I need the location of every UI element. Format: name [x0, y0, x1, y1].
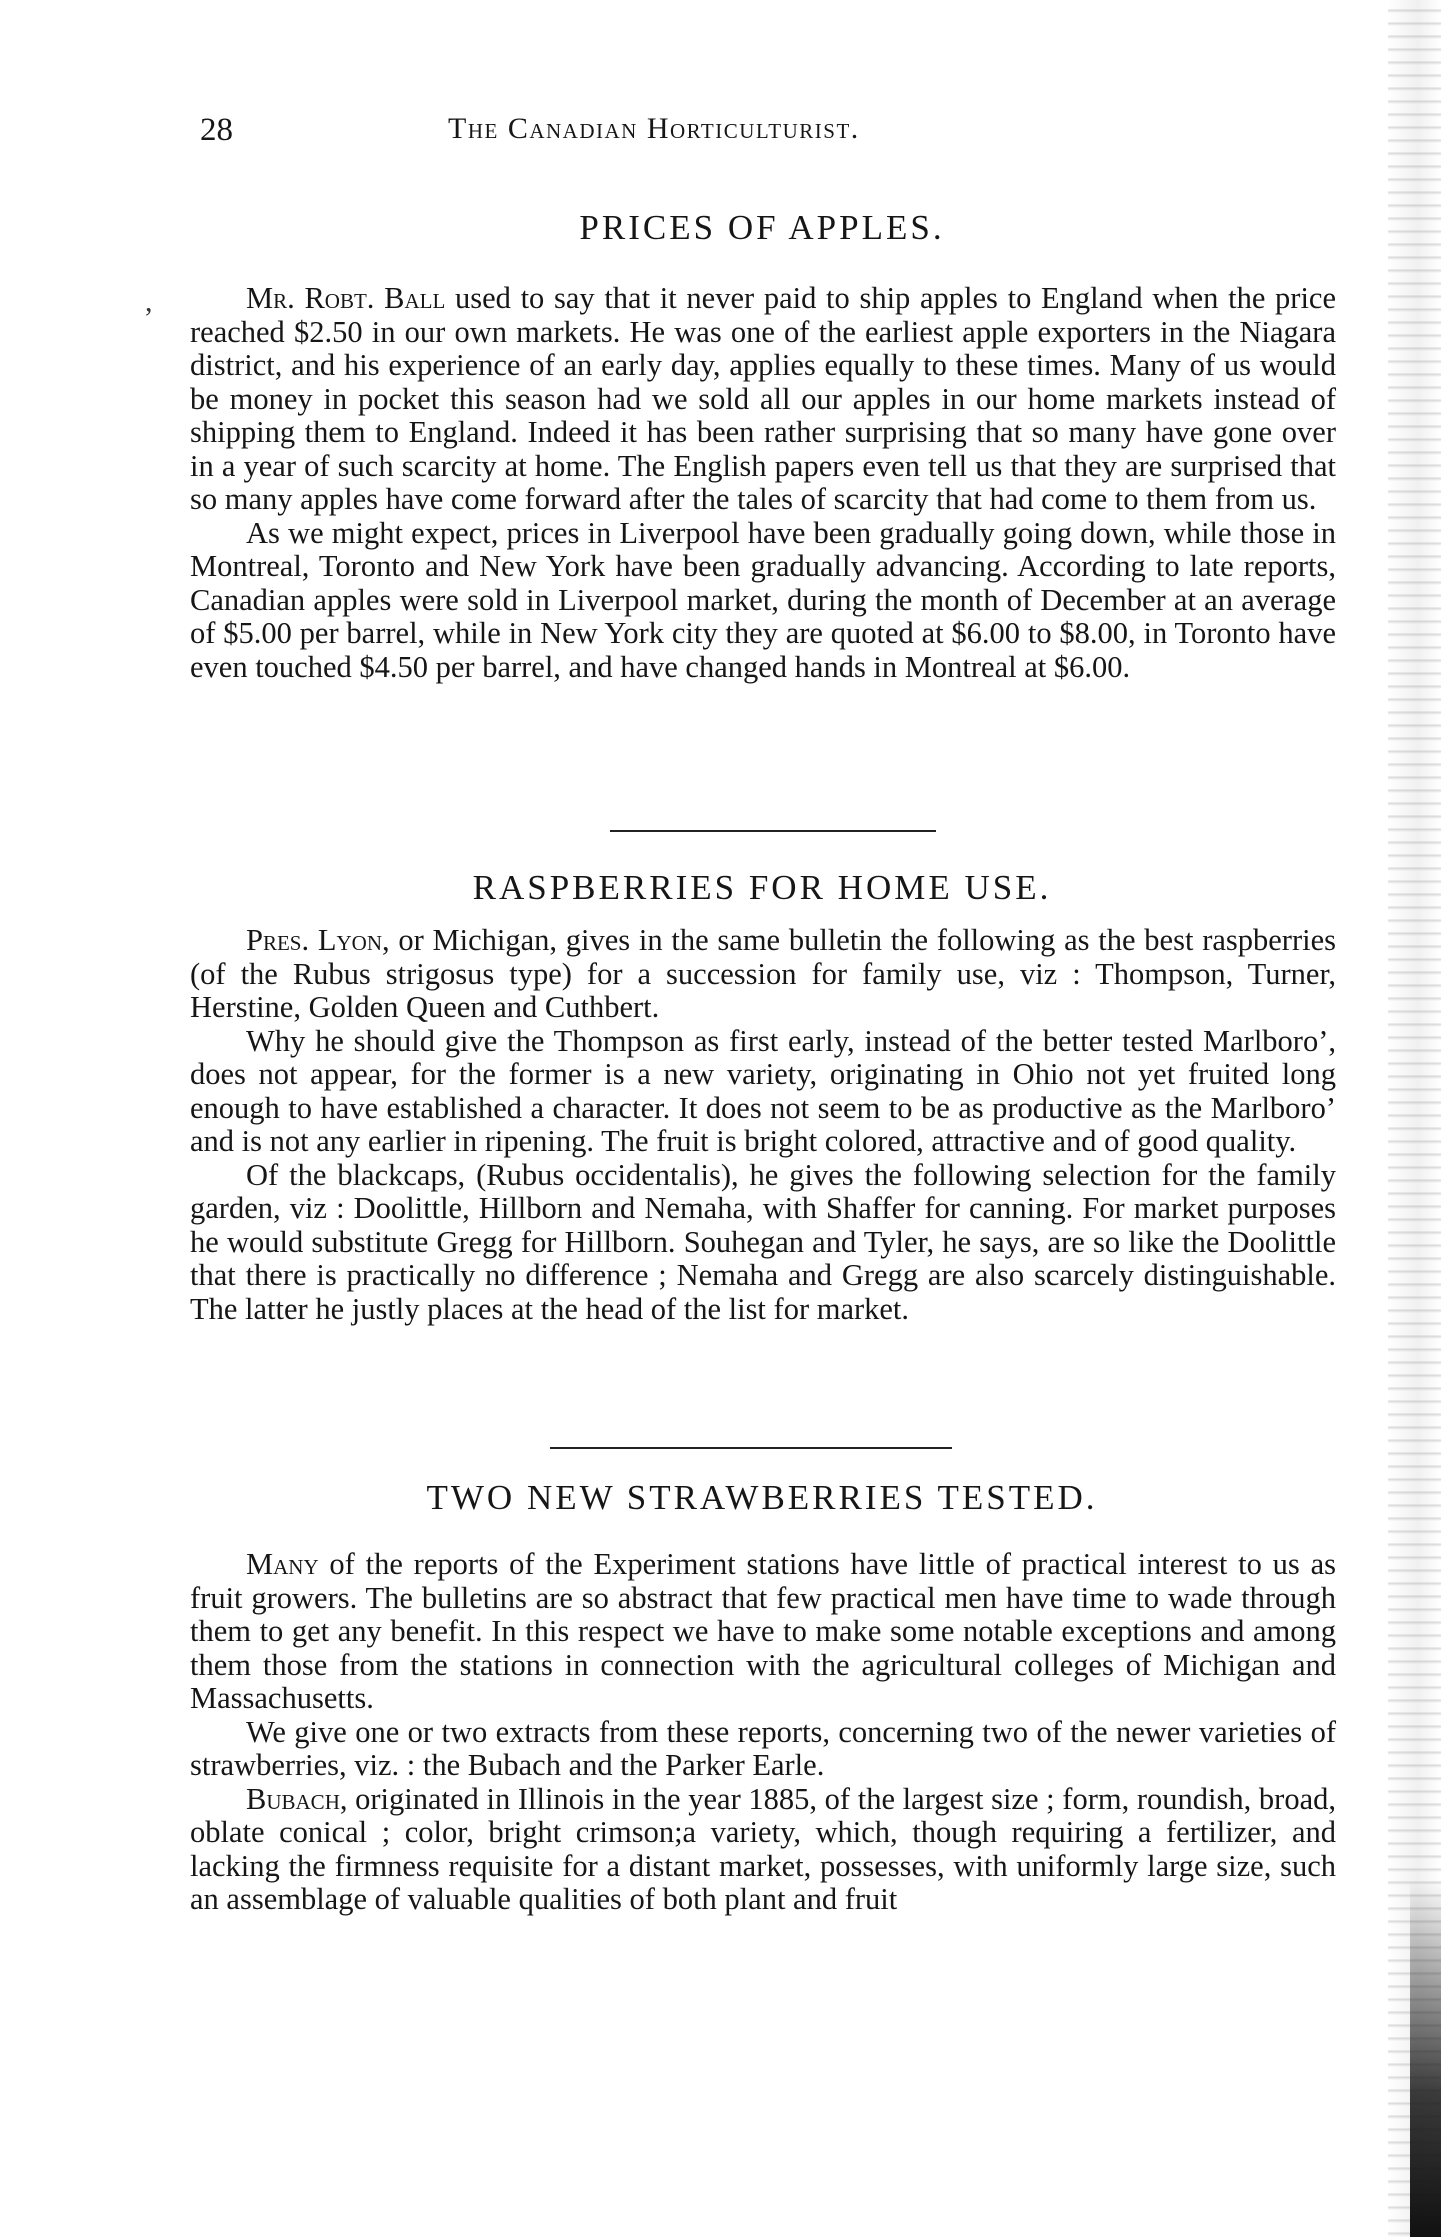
paragraph-lead: Pres. Lyon	[246, 923, 382, 957]
journal-title: The Canadian Horticulturist.	[448, 112, 860, 145]
paragraph-text: , or Michigan, gives in the same bulletin the following as the best raspberries (of the Rubus strigosus type) for a succession for family use, viz : Thompson, Turner, Herstine, Golden Queen and Cuthbert.	[190, 923, 1336, 1024]
section-body-prices-of-apples	[190, 282, 1336, 684]
paragraph-text: Why he should give the Thompson as first early, instead of the better tested Marlboro’, does not appear, for the former is a new variety, originating in Ohio not yet fruited long enough to have established a character. It does not seem to be as productive as the Marlboro’ and is not any earlier in ripening. The fruit is bright colored, attractive and of good quality.	[190, 1023, 1336, 1158]
section-body-strawberries	[190, 1548, 1336, 1917]
section-divider	[550, 1447, 952, 1449]
page-number: 28	[200, 112, 233, 148]
paragraph	[190, 924, 1336, 1025]
section-divider	[610, 830, 936, 832]
paragraph	[190, 517, 1336, 685]
section-heading-strawberries: TWO NEW STRAWBERRIES TESTED.	[426, 1478, 1098, 1517]
section-body-raspberries	[190, 924, 1336, 1326]
paragraph-text: Of the blackcaps, (Rubus occidentalis), he gives the following selection for the family garden, viz : Doolittle, Hillborn and Nemaha, with Shaffer for canning. For market purposes he would substitute Gregg for Hillborn. Souhegan and Tyler, he says, are so like the Doolittle that there is practically no difference ; Nemaha and Gregg are also scarcely distinguishable. The latter he justly places at the head of the list for market.	[190, 1157, 1336, 1326]
paragraph-text: As we might expect, prices in Liverpool have been gradually going down, while those in Montreal, Toronto and New York have been gradually advancing. According to late reports, Canadian apples were sold in Liverpool market, during the month of December at an average of $5.00 per barrel, while in New York city they are quoted at $6.00 to $8.00, in Toronto have even touched $4.50 per barrel, and have changed hands in Montreal at $6.00.	[190, 515, 1336, 684]
paragraph-text: of the reports of the Experiment stations have little of practical interest to us as fruit growers. The bulletins are so abstract that few practical men have time to wade through them to get any benefit. In this respect we have to make some notable exceptions and among them those from the stations in connection with the agricultural colleges of Michigan and Massachusetts.	[190, 1547, 1336, 1715]
paragraph	[190, 1783, 1336, 1917]
paragraph-lead: Many	[246, 1547, 319, 1581]
paragraph-lead: Bubach	[246, 1781, 340, 1816]
paragraph	[190, 1548, 1336, 1716]
paragraph-lead: Mr. Robt. Ball	[246, 281, 446, 315]
paragraph	[190, 1159, 1336, 1327]
paragraph-text: We give one or two extracts from these reports, concerning two of the newer varieties of strawberries, viz. : the Bubach and the Parker Earle.	[190, 1714, 1336, 1782]
paragraph	[190, 1716, 1336, 1783]
running-head	[188, 112, 1336, 162]
section-heading-raspberries: RASPBERRIES FOR HOME USE.	[472, 868, 1052, 907]
paragraph-text: used to say that it never paid to ship apples to England when the price reached $2.50 in our own markets. He was one of the earliest apple exporters in the Niagara district, and his experience of an early day, applies equally to these times. Many of us would be money in pocket this season had we sold all our apples in our home markets instead of shipping them to England. Indeed it has been rather surprising that so many have gone over in a year of such scarcity at home. The English papers even tell us that they are surprised that so many apples have come forward after the tales of scarcity that had come to them from us.	[190, 281, 1337, 516]
paragraph	[190, 1025, 1336, 1159]
paragraph	[190, 282, 1336, 517]
scan-edge-dark	[1410, 1880, 1441, 2237]
paragraph-text: , originated in Illinois in the year 1885, of the largest size ; form, roundish, broad, oblate conical ; color, bright crimson;a variety, which, though requiring a fertilizer, and lacking the firmness requisite for a distant market, possesses, with uniformly large size, such an assemblage of valuable qualities of both plant and fruit	[190, 1781, 1336, 1916]
stray-mark: ,	[145, 285, 153, 318]
section-heading-prices-of-apples: PRICES OF APPLES.	[579, 208, 945, 247]
